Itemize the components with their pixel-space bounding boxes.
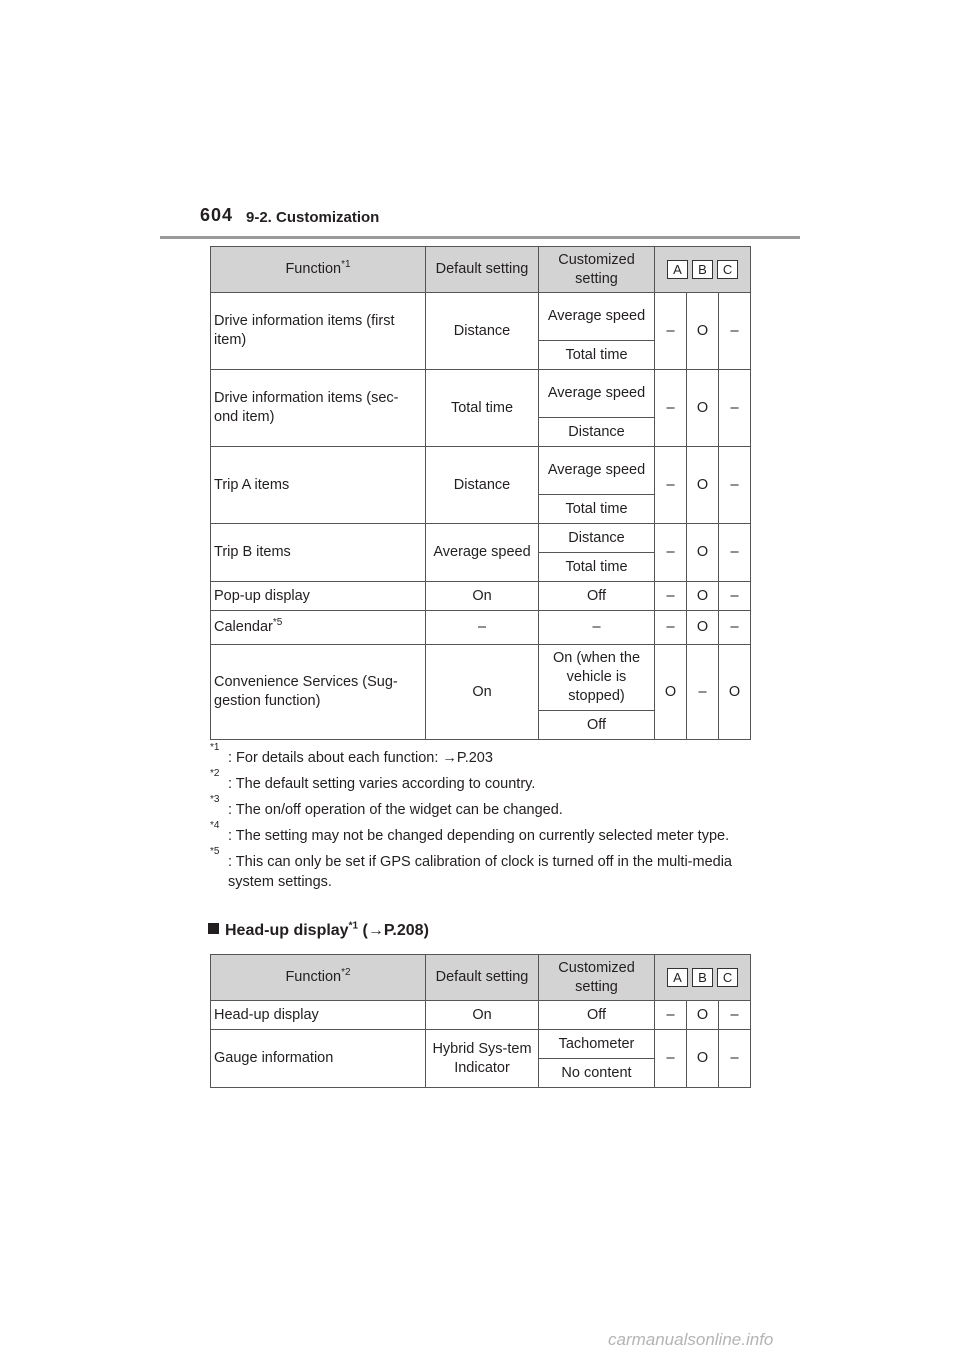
- function-cell: Trip A items: [211, 447, 426, 524]
- settings-table-head-up: [210, 954, 751, 1088]
- label-a-icon: A: [667, 968, 688, 987]
- footnote: *4 : The setting may not be changed depending on currently selected meter type.: [210, 820, 730, 844]
- c-cell: –: [719, 524, 751, 582]
- c-cell: –: [719, 611, 751, 645]
- settings-table-meter: [210, 246, 751, 740]
- default-column-header: Default setting: [426, 955, 539, 1001]
- default-cell: Distance: [426, 293, 539, 370]
- abc-column-header: [655, 247, 751, 293]
- label-b-icon: B: [692, 260, 713, 279]
- default-cell: On: [426, 1001, 539, 1030]
- b-cell: O: [687, 524, 719, 582]
- option-cell: Average speed: [539, 293, 655, 341]
- watermark: carmanualsonline.info: [608, 1330, 774, 1349]
- b-cell: O: [687, 293, 719, 370]
- c-cell: –: [719, 370, 751, 447]
- function-column-header: Function$^{*1}$: [211, 247, 426, 293]
- b-cell: O: [687, 447, 719, 524]
- option-cell: Distance: [539, 524, 655, 553]
- a-cell: –: [655, 582, 687, 611]
- function-cell: Gauge information: [211, 1030, 426, 1088]
- customized-column-header: Customized setting: [539, 247, 655, 293]
- square-bullet-icon: [208, 923, 219, 934]
- table-row: [211, 524, 751, 553]
- label-c-icon: C: [717, 260, 738, 279]
- option-cell: Total time: [539, 341, 655, 370]
- default-cell: Average speed: [426, 524, 539, 582]
- a-cell: O: [655, 645, 687, 740]
- function-cell: Calendar$^{*5}$: [211, 611, 426, 645]
- b-cell: O: [687, 582, 719, 611]
- function-cell: Drive information items (first item): [211, 293, 426, 370]
- default-cell: Total time: [426, 370, 539, 447]
- b-cell: O: [687, 1001, 719, 1030]
- footnote: *2 : The default setting varies according to country.: [210, 768, 536, 792]
- table-row: [211, 370, 751, 418]
- c-cell: –: [719, 293, 751, 370]
- default-cell: Distance: [426, 447, 539, 524]
- label-c-icon: C: [717, 968, 738, 987]
- label-a-icon: A: [667, 260, 688, 279]
- b-cell: –: [687, 645, 719, 740]
- option-cell: Distance: [539, 418, 655, 447]
- function-cell: Trip B items: [211, 524, 426, 582]
- option-cell: –: [539, 611, 655, 645]
- table-row: [211, 293, 751, 341]
- page-number: 604: [200, 205, 234, 225]
- footnote: *1 : For details about each function: →P.203: [210, 742, 493, 766]
- b-cell: O: [687, 611, 719, 645]
- option-cell: Off: [539, 1001, 655, 1030]
- b-cell: O: [687, 370, 719, 447]
- option-cell: On (when the vehicle is stopped): [539, 645, 655, 711]
- footnote: *5 : This can only be set if GPS calibration of clock is turned off in the multi-media system settings.: [210, 846, 732, 890]
- c-cell: –: [719, 1030, 751, 1088]
- a-cell: –: [655, 370, 687, 447]
- default-cell: –: [426, 611, 539, 645]
- footnote: *3 : The on/off operation of the widget can be changed.: [210, 794, 563, 818]
- function-cell: Convenience Services (Sug-gestion function): [211, 645, 426, 740]
- abc-column-header: [655, 955, 751, 1001]
- table-header-row: [211, 247, 751, 293]
- table-row: [211, 645, 751, 711]
- default-column-header: Default setting: [426, 247, 539, 293]
- function-cell: Head-up display: [211, 1001, 426, 1030]
- section-title: 9-2. Customization: [246, 209, 380, 226]
- a-cell: –: [655, 611, 687, 645]
- table-row: [211, 1001, 751, 1030]
- page-header: [160, 200, 800, 239]
- table-row: [211, 1030, 751, 1059]
- table-header-row: [211, 955, 751, 1001]
- c-cell: –: [719, 582, 751, 611]
- table-row: [211, 447, 751, 495]
- option-cell: Total time: [539, 553, 655, 582]
- option-cell: Average speed: [539, 370, 655, 418]
- option-cell: Total time: [539, 495, 655, 524]
- function-column-header: Function$^{*2}$: [211, 955, 426, 1001]
- section-heading-head-up-display: Head-up display$^{*1}$ (→P.208): [208, 922, 429, 940]
- b-cell: O: [687, 1030, 719, 1088]
- a-cell: –: [655, 293, 687, 370]
- function-cell: Pop-up display: [211, 582, 426, 611]
- a-cell: –: [655, 1001, 687, 1030]
- c-cell: –: [719, 447, 751, 524]
- footnotes: [210, 742, 770, 898]
- default-cell: On: [426, 645, 539, 740]
- a-cell: –: [655, 1030, 687, 1088]
- default-cell: Hybrid Sys-tem Indicator: [426, 1030, 539, 1088]
- option-cell: No content: [539, 1059, 655, 1088]
- option-cell: Tachometer: [539, 1030, 655, 1059]
- option-cell: Average speed: [539, 447, 655, 495]
- a-cell: –: [655, 524, 687, 582]
- label-b-icon: B: [692, 968, 713, 987]
- default-cell: On: [426, 582, 539, 611]
- c-cell: –: [719, 1001, 751, 1030]
- option-cell: Off: [539, 582, 655, 611]
- table-row: [211, 582, 751, 611]
- function-cell: Drive information items (sec-ond item): [211, 370, 426, 447]
- a-cell: –: [655, 447, 687, 524]
- c-cell: O: [719, 645, 751, 740]
- customized-column-header: Customized setting: [539, 955, 655, 1001]
- table-row: [211, 611, 751, 645]
- option-cell: Off: [539, 711, 655, 740]
